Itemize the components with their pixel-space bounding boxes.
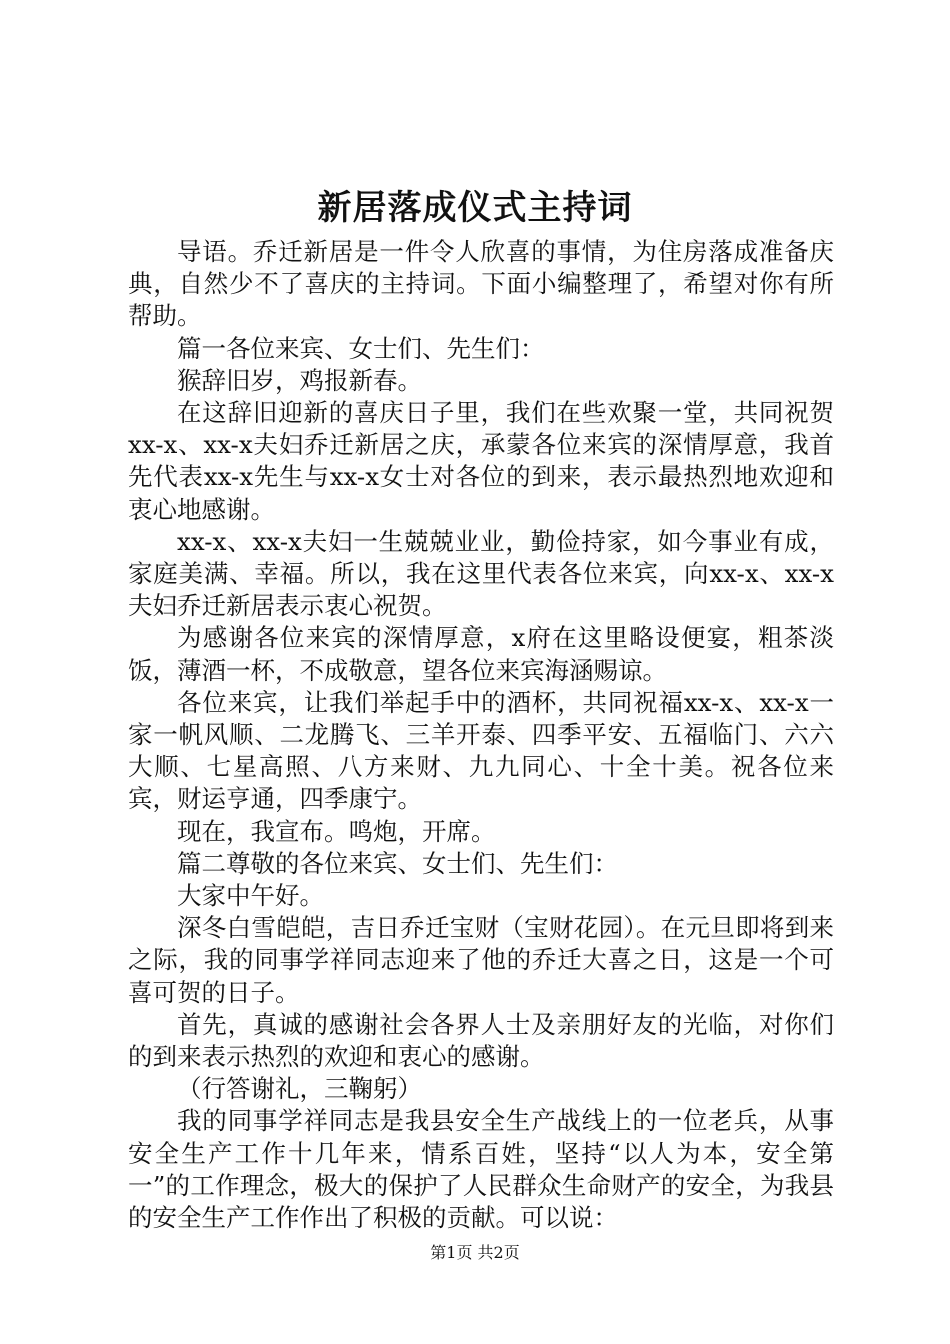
paragraph: 首先，真诚的感谢社会各界人士及亲朋好友的光临，对你们的到来表示热烈的欢迎和衷心的感谢。 [128,1009,834,1072]
paragraph: 猴辞旧岁，鸡报新春。 [177,365,422,395]
paragraph: 现在，我宣布。鸣炮，开席。 [177,816,496,846]
paragraph: 各位来宾，让我们举起手中的酒杯，共同祝福xx-x、xx-x一家一帆风顺、二龙腾飞、三羊开泰、四季平安、五福临门、六六大顺、七星高照、八方来财、九九同心、十全十美。祝各位来宾，财运亨通，四季康宁。 [128,687,834,814]
paragraph: 大家中午好。 [177,881,324,911]
paragraph: 在这辞旧迎新的喜庆日子里，我们在些欢聚一堂，共同祝贺xx-x、xx-x夫妇乔迁新居之庆，承蒙各位来宾的深情厚意，我首先代表xx-x先生与xx-x女士对各位的到来，表示最热烈地欢迎和衷心地感谢。 [128,398,834,524]
page-number-footer: 第1页 共2页 [430,1243,520,1262]
paragraph: 为感谢各位来宾的深情厚意，x府在这里略设便宴，粗茶淡饭，薄酒一杯，不成敬意，望各位来宾海涵赐谅。 [128,623,834,685]
paragraph: 深冬白雪皑皑，吉日乔迁宝财（宝财花园）。在元旦即将到来之际，我的同事学祥同志迎来了他的乔迁大喜之日，这是一个可喜可贺的日子。 [128,913,834,1007]
document-title: 新居落成仪式主持词 [317,188,633,228]
paragraph: （行答谢礼，三鞠躬） [177,1074,422,1104]
paragraph: xx-x、xx-x夫妇一生兢兢业业，勤俭持家，如今事业有成，家庭美满、幸福。所以，我在这里代表各位来宾，向xx-x、xx-x夫妇乔迁新居表示衷心祝贺。 [128,526,834,621]
paragraph: 我的同事学祥同志是我县安全生产战线上的一位老兵，从事安全生产工作十几年来，情系百姓，坚持“以人为本，安全第一”的工作理念，极大的保护了人民群众生命财产的安全，为我县的安全生产工作作出了积极的贡献。可以说： [128,1106,834,1233]
paragraph: 篇二尊敬的各位来宾、女士们、先生们： [177,848,618,878]
paragraph: 导语。乔迁新居是一件令人欣喜的事情，为住房落成准备庆典，自然少不了喜庆的主持词。下面小编整理了，希望对你有所帮助。 [128,237,834,331]
document-body [128,236,834,1234]
paragraph: 篇一各位来宾、女士们、先生们： [177,333,545,363]
